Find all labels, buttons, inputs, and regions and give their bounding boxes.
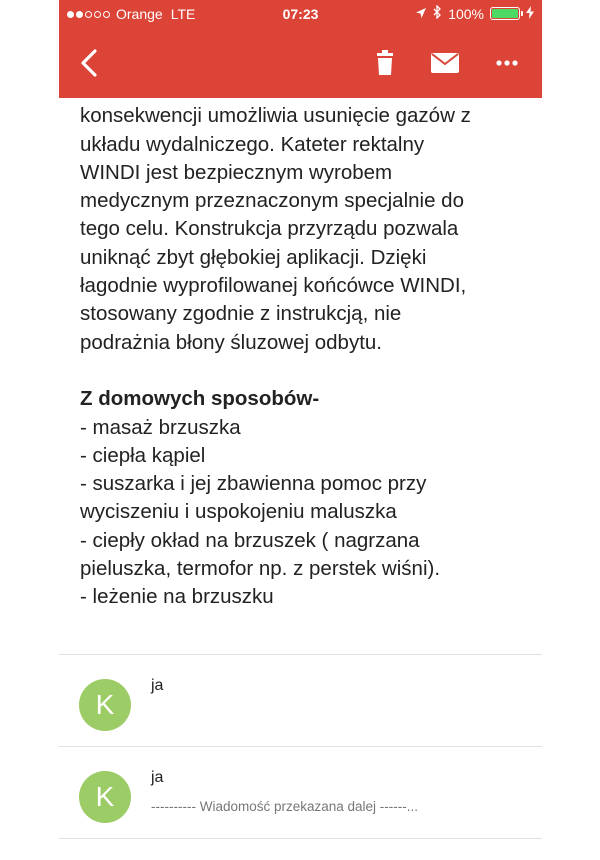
charging-icon [526,6,534,22]
bluetooth-icon [433,5,442,22]
message-snippet: ---------- Wiadomość przekazana dalej ------... [151,799,419,814]
delete-button[interactable] [365,28,405,98]
divider [59,838,542,839]
section-heading: Z domowych sposobów- [80,387,320,411]
mark-unread-button[interactable] [423,28,467,98]
more-options-button[interactable] [485,28,529,98]
list-line: - ciepły okład na brzuszek ( nagrzana [80,528,420,552]
more-icon [496,60,518,66]
body-line: układu wydalniczego. Kateter rektalny [80,132,425,156]
mail-icon [431,53,459,73]
back-icon [80,49,98,77]
body-line: stosowany zgodnie z instrukcją, nie [80,302,402,326]
sender-name: ja [151,769,164,786]
trash-icon [375,50,395,76]
body-line: podrażnia błony śluzowej odbytu. [80,330,382,354]
list-line: - masaż brzuszka [80,415,241,439]
list-line: wyciszeniu i uspokojeniu maluszka [80,500,397,524]
list-line: - ciepła kąpiel [80,443,206,467]
back-button[interactable] [69,28,109,98]
location-arrow-icon [415,6,427,22]
avatar: K [79,679,131,731]
battery-icon [490,7,520,20]
clock: 07:23 [282,6,319,22]
message-toolbar [59,28,542,98]
body-line: łagodnie wyprofilowanej końcówce WINDI, [80,274,467,298]
list-line: - leżenie na brzuszku [80,585,274,609]
avatar: K [79,771,131,823]
status-bar [59,0,542,28]
list-line: - suszarka i jej zbawienna pomoc przy [80,472,427,496]
paragraph-gap [80,357,530,385]
battery-percent: 100% [448,5,484,22]
body-line: medycznym przeznaczonym specjalnie do [80,189,464,213]
body-line: tego celu. Konstrukcja przyrządu pozwala [80,217,459,241]
body-line: WINDI jest bezpiecznym wyrobem [80,160,393,184]
phone-screen [59,0,542,860]
sender-name: ja [151,677,164,694]
thread-item[interactable] [59,654,542,746]
carrier-name: Orange [116,6,163,22]
message-text [80,74,530,612]
body-line: konsekwencji umożliwia usunięcie gazów z [80,104,471,128]
status-icons [415,5,534,22]
list-line: pieluszka, termofor np. z perstek wiśni). [80,557,441,581]
network-type: LTE [170,6,196,22]
body-line: uniknąć zbyt głębokiej aplikacji. Dzięki [80,245,427,269]
thread-item[interactable] [59,746,542,838]
